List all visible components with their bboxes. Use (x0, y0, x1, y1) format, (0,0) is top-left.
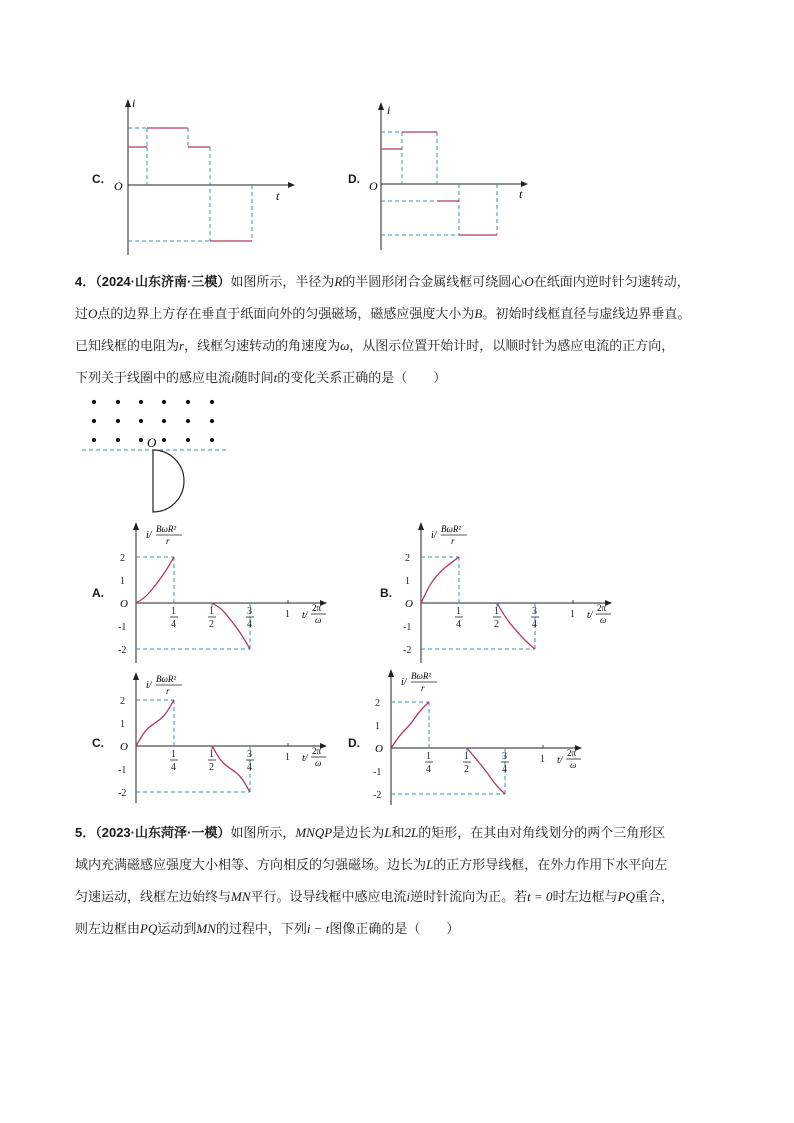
y-tick-label: 2 (405, 553, 410, 564)
origin: O (369, 179, 378, 193)
option-a-label: A. (92, 586, 104, 600)
q5-line-1: 5．（2023·山东菏泽·一模）如图所示，MNQP是边长为L和2L的矩形，在其由对角线划分的两个三角形区 (75, 825, 666, 841)
q4-line-1: 4．（2024·山东济南·三模）如图所示，半径为R的半圆形闭合金属线框可绕圆心O在纸面内逆时针匀速转动， (75, 274, 690, 290)
x-tick-three-quarter-den: 4 (247, 619, 252, 630)
x-unit-num: 2π (567, 748, 577, 758)
x-unit-prefix: t/ (587, 610, 593, 621)
axis-i: i (387, 103, 391, 117)
curve-positive (421, 557, 459, 603)
x-tick-half-den: 2 (494, 619, 499, 630)
y-arrow (378, 102, 384, 110)
y-unit-den: r (451, 536, 455, 546)
y-tick-label: -1 (403, 622, 412, 633)
x-tick-three-quarter-den: 4 (532, 619, 537, 630)
x-unit-den: ω (315, 615, 322, 625)
axis-t: t (519, 187, 523, 201)
option-d-label: D. (348, 172, 360, 186)
x-tick-three-quarter-num: 3 (502, 751, 507, 762)
x-tick-three-quarter-den: 4 (247, 762, 252, 773)
curve-negative (467, 748, 505, 794)
option-b-label: B. (380, 586, 392, 600)
y-arrow (418, 522, 424, 530)
y-unit-num: BωR² (441, 524, 462, 534)
x-unit-den: ω (315, 758, 322, 768)
q4-line-3: 已知线框的电阻为r，线框匀速转动的角速度为ω，从图示位置开始计时，以顺时针为感应电流的正方向， (75, 338, 675, 354)
x-tick-quarter-den: 4 (456, 619, 461, 630)
y-arrow (388, 669, 394, 677)
origin: O (375, 743, 383, 755)
q5-line-2: 域内充满磁感应强度大小相等、方向相反的匀强磁场。边长为L的正方形导线框，在外力作用下水平向左 (75, 857, 668, 873)
x-unit-den: ω (600, 615, 607, 625)
curve-negative (212, 603, 250, 649)
y-tick-label: -1 (118, 622, 127, 633)
x-arrow (320, 743, 327, 749)
origin: O (405, 598, 413, 610)
y-unit-prefix: i/ (146, 530, 152, 541)
q4-line-2: 过O点的边界上方存在垂直于纸面向外的匀强磁场，磁感应强度大小为B。初始时线框直径与虚线边界垂直。 (75, 306, 691, 322)
x-unit-prefix: t/ (302, 610, 308, 621)
top-graph-d (365, 100, 535, 260)
origin: O (120, 598, 128, 610)
x-unit-num: 2π (312, 746, 322, 756)
q5-line-3: 匀速运动，线框左边始终与MN平行。设导线框中感应电流i逆时针流向为正。若t = 0时左边框与PQ重合， (75, 889, 674, 905)
y-tick-label: -2 (118, 788, 127, 799)
x-tick-three-quarter-den: 4 (502, 764, 507, 775)
y-unit-num: BωR² (411, 671, 432, 681)
q4-figure (80, 392, 240, 517)
question-4 (75, 266, 735, 394)
graph-b (395, 518, 635, 668)
curve-positive (136, 700, 174, 746)
graph-a (110, 518, 350, 668)
curve-negative (497, 603, 535, 649)
center-O-label: O (147, 435, 157, 450)
top-graph-c (110, 95, 300, 260)
y-tick-label: -2 (118, 645, 127, 656)
axis-t: t (276, 189, 280, 203)
origin: O (120, 741, 128, 753)
x-tick-half-den: 2 (464, 764, 469, 775)
axis-i: i (132, 96, 136, 110)
y-tick-label: 2 (120, 696, 125, 707)
x-tick-one: 1 (540, 754, 545, 765)
option-c-label: C. (92, 172, 104, 186)
curve-negative (212, 746, 250, 792)
y-tick-label: -2 (373, 790, 382, 801)
x-tick-one: 1 (285, 609, 290, 620)
option-d2-label: D. (348, 736, 360, 750)
x-tick-quarter-num: 1 (426, 751, 431, 762)
x-tick-quarter-num: 1 (456, 606, 461, 617)
x-tick-three-quarter-num: 3 (247, 749, 252, 760)
y-unit-num: BωR² (156, 524, 177, 534)
x-arrow (320, 600, 327, 606)
curve-positive (136, 557, 174, 603)
x-tick-quarter-den: 4 (426, 764, 431, 775)
y-unit-den: r (166, 686, 170, 696)
q5-line-4: 则左边框由PQ运动到MN的过程中，下列i − t图像正确的是（ ） (75, 921, 460, 937)
option-c2-label: C. (92, 736, 104, 750)
y-arrow (133, 672, 139, 680)
y-tick-label: 1 (375, 721, 380, 732)
x-tick-half-num: 1 (209, 606, 214, 617)
y-tick-label: -2 (403, 645, 412, 656)
y-unit-num: BωR² (156, 674, 177, 684)
x-tick-half-num: 1 (209, 749, 214, 760)
y-tick-label: 1 (405, 576, 410, 587)
x-tick-half-num: 1 (494, 606, 499, 617)
semicircle-frame (153, 450, 184, 512)
x-tick-quarter-num: 1 (171, 606, 176, 617)
y-unit-prefix: i/ (401, 677, 407, 688)
question-5 (75, 817, 735, 945)
x-unit-num: 2π (597, 603, 607, 613)
x-unit-num: 2π (312, 603, 322, 613)
x-unit-prefix: t/ (302, 753, 308, 764)
x-tick-quarter-den: 4 (171, 619, 176, 630)
y-unit-prefix: i/ (431, 530, 437, 541)
y-unit-den: r (421, 683, 425, 693)
q4-line-4: 下列关于线圈中的感应电流i随时间t的变化关系正确的是（ ） (75, 370, 447, 386)
y-arrow (133, 522, 139, 530)
x-tick-one: 1 (570, 609, 575, 620)
x-tick-half-den: 2 (209, 762, 214, 773)
y-unit-den: r (166, 536, 170, 546)
x-tick-quarter-den: 4 (171, 762, 176, 773)
origin: O (114, 179, 123, 193)
y-tick-label: -1 (373, 767, 382, 778)
curve-positive (391, 702, 429, 748)
x-arrow (605, 600, 612, 606)
y-arrow (125, 99, 131, 107)
graph-d (365, 665, 605, 810)
x-tick-one: 1 (285, 752, 290, 763)
y-tick-label: 2 (120, 553, 125, 564)
x-arrow (575, 745, 582, 751)
x-tick-half-num: 1 (464, 751, 469, 762)
y-tick-label: -1 (118, 765, 127, 776)
x-tick-three-quarter-num: 3 (247, 606, 252, 617)
y-tick-label: 1 (120, 719, 125, 730)
x-tick-quarter-num: 1 (171, 749, 176, 760)
x-arrow (288, 182, 295, 188)
y-tick-label: 2 (375, 698, 380, 709)
y-tick-label: 1 (120, 576, 125, 587)
x-tick-three-quarter-num: 3 (532, 606, 537, 617)
x-unit-prefix: t/ (557, 755, 563, 766)
graph-c (110, 668, 350, 808)
x-unit-den: ω (570, 760, 577, 770)
x-tick-half-den: 2 (209, 619, 214, 630)
y-unit-prefix: i/ (146, 680, 152, 691)
